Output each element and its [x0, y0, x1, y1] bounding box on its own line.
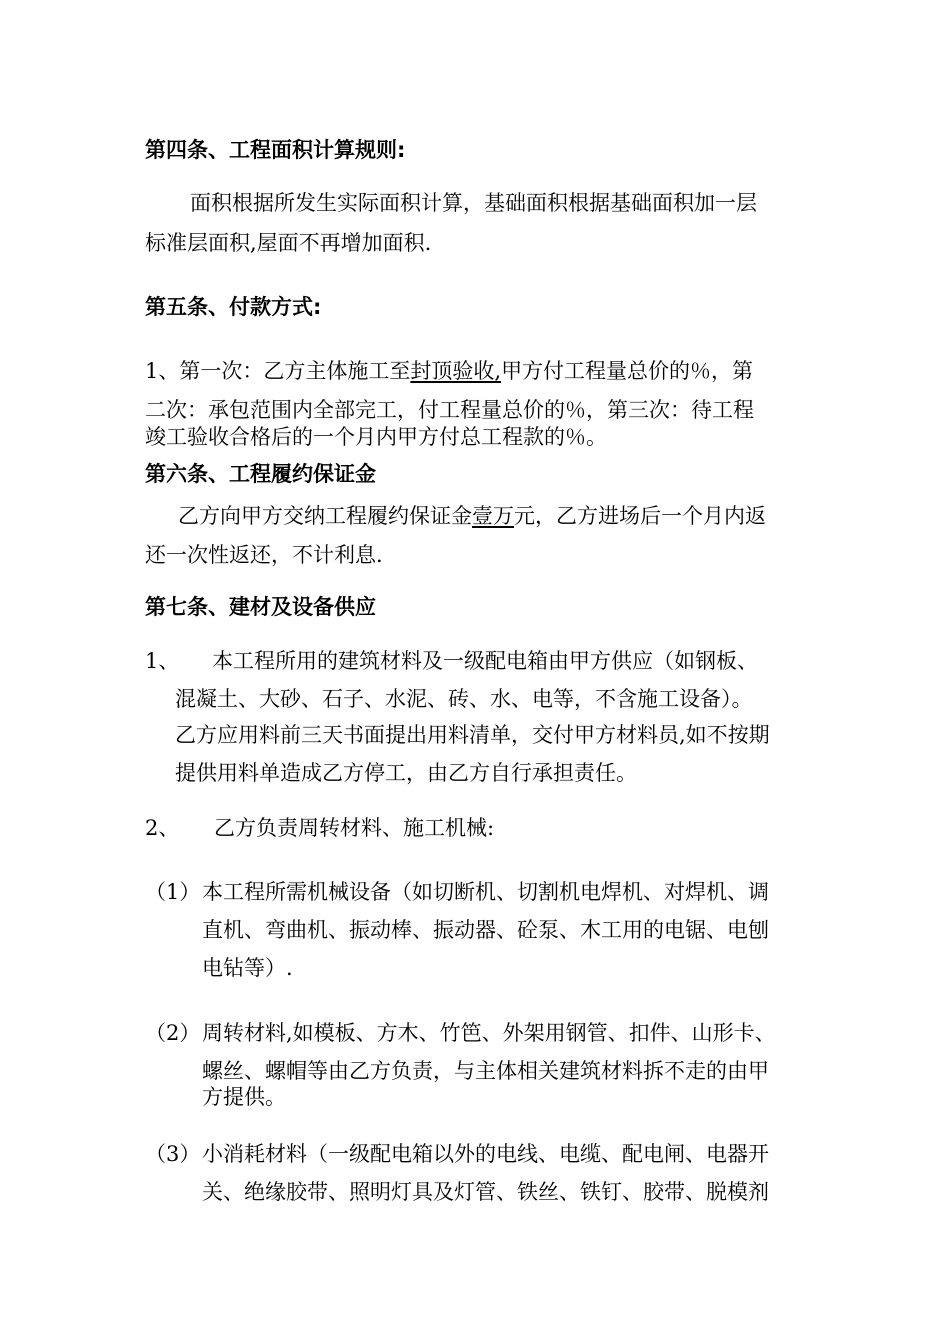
article-7-item-2-number: 2、 — [145, 816, 180, 840]
article-7-sub-2-number: （2） — [145, 1021, 201, 1045]
article-7-item-1-line-4: 提供用料单造成乙方停工，由乙方自行承担责任。 — [175, 761, 637, 785]
article-6-line-1 — [178, 503, 766, 529]
article-5-line-3: 竣工验收合格后的一个月内甲方付总工程款的％。 — [145, 425, 607, 449]
article-5-line-1-text-b: 甲方付工程量总价的％，第 — [501, 359, 754, 383]
article-7-sub-3-line-1: 小消耗材料（一级配电箱以外的电线、电缆、配电闸、电器开 — [202, 1142, 769, 1166]
article-7-heading: 第七条、建材及设备供应 — [145, 595, 376, 619]
article-5-line-1 — [145, 358, 753, 384]
article-4-para-line-1: 面积根据所发生实际面积计算，基础面积根据基础面积加一层 — [190, 191, 757, 215]
article-7-sub-1-line-2: 直机、弯曲机、振动棒、振动器、砼泵、木工用的电锯、电刨 — [202, 918, 769, 942]
article-7-item-2-text: 乙方负责周转材料、施工机械: — [214, 816, 495, 840]
article-7-item-1-number: 1、 — [145, 649, 180, 673]
article-5-line-2: 二次：承包范围内全部完工，付工程量总价的％，第三次：待工程 — [145, 398, 754, 422]
article-7-sub-2-line-2: 螺丝、螺帽等由乙方负责，与主体相关建筑材料拆不走的由甲 — [202, 1059, 769, 1083]
article-7-sub-1-line-1: 本工程所需机械设备（如切断机、切割机电焊机、对焊机、调 — [202, 880, 769, 904]
article-4-heading: 第四条、工程面积计算规则: — [145, 138, 406, 162]
article-7-sub-2-line-1: 周转材料,如模板、方木、竹笆、外架用钢管、扣件、山形卡、 — [202, 1021, 776, 1045]
article-4-para-line-2: 标准层面积,屋面不再增加面积. — [145, 231, 432, 255]
article-7-item-1-line-3: 乙方应用料前三天书面提出用料清单，交付甲方材料员,如不按期 — [175, 723, 770, 747]
article-7-item-1-line-2: 混凝土、大砂、石子、水泥、砖、水、电等，不含施工设备）。 — [175, 687, 753, 711]
article-6-line-1-text-b: 元，乙方进场后一个月内返 — [514, 504, 766, 528]
article-5-line-1-text-a: 1、第一次：乙方主体施工至 — [145, 359, 411, 383]
article-7-sub-3-line-2: 关、绝缘胶带、照明灯具及灯管、铁丝、铁钉、胶带、脱模剂 — [202, 1180, 769, 1204]
article-7-sub-1-line-3: 电钻等）. — [202, 956, 293, 980]
article-6-underlined-amount: 壹万 — [472, 504, 514, 528]
article-5-underlined-term: 封顶验收, — [410, 359, 502, 383]
article-7-sub-3-number: （3） — [145, 1142, 201, 1166]
article-6-heading: 第六条、工程履约保证金 — [145, 462, 376, 486]
article-5-heading: 第五条、付款方式: — [145, 295, 322, 319]
article-7-sub-1-number: （1） — [145, 880, 201, 904]
article-7-item-1-line-1: 本工程所用的建筑材料及一级配电箱由甲方供应（如钢板、 — [212, 649, 758, 673]
article-6-line-1-text-a: 乙方向甲方交纳工程履约保证金 — [178, 504, 472, 528]
article-7-sub-2-line-3: 方提供。 — [202, 1085, 286, 1109]
article-6-line-2: 还一次性返还，不计利息. — [145, 543, 383, 567]
